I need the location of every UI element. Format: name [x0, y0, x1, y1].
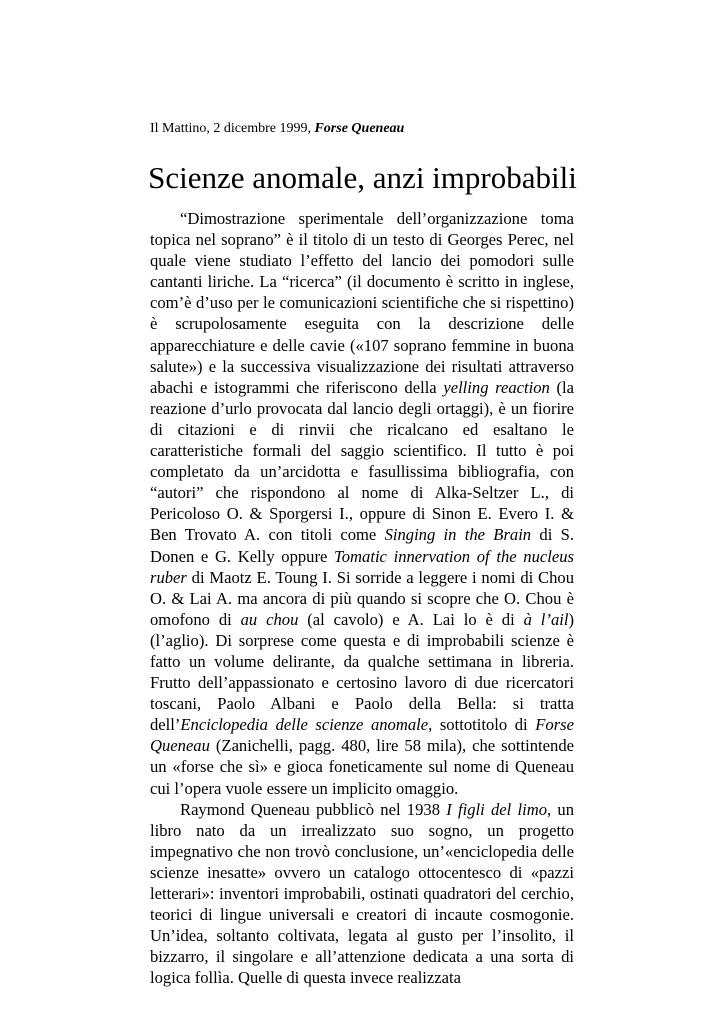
italic-text: au chou: [240, 609, 299, 629]
italic-text: I figli del limo: [446, 799, 548, 819]
text-run: (al cavolo) e A. Lai lo è di: [298, 609, 524, 629]
italic-text: yelling reaction: [443, 377, 550, 397]
text-run: ) (l’aglio). Di sorprese come questa e di improbabili scienze è fatto un volume delirante, da qualche settimana in libreria. Frutto dell’appassionato e certosino lavoro di due ricercatori toscani, Paolo Albani e Paolo della Bella: si tratta dell’: [150, 609, 574, 735]
italic-text: Singing in the Brain: [384, 525, 532, 545]
text-run: di Maotz E. Toung I. Si sorride a leggere i nomi di Chou O. & Lai A. ma ancora di più quando si scopre che O. Chou è omofono di: [150, 567, 574, 629]
text-run: (Zanichelli, pagg. 480, lire 58 mila), che sottintende un «forse che sì» e gioca foneticamente sul nome di Queneau cui l’opera vuole essere un implicito omaggio.: [150, 736, 574, 798]
italic-text: Forse Queneau: [150, 715, 574, 756]
text-run: , sottotitolo di: [428, 715, 536, 735]
article-title: Scienze anomale, anzi improbabili: [148, 160, 577, 195]
book-title: Forse Queneau: [314, 121, 405, 136]
italic-text: Enciclopedia delle scienze anomale: [180, 715, 429, 735]
paragraph: [150, 799, 574, 989]
italic-text: Tomatic innervation of the nucleus ruber: [150, 546, 574, 587]
source-line: [150, 121, 404, 137]
article-body: [150, 208, 574, 988]
text-run: Raymond Queneau pubblicò nel 1938: [180, 799, 447, 819]
source-text: Il Mattino, 2 dicembre 1999,: [150, 121, 311, 136]
text-run: (la reazione d’urlo provocata dal lancio degli ortaggi), è un fiorire di citazioni e di rinvii che ricalcano ed esaltano le caratteristiche formali del saggio scientifico. Il tutto è poi completato da un’arcidotta e fasullissima bibliografia, con “autori” che rispondono al nome di Alka-Seltzer L., di Pericoloso O. & Sporgersi I., oppure di Sinon E. Evero I. & Ben Trovato A. con titoli come: [150, 377, 574, 545]
paragraph: [150, 208, 574, 799]
italic-text: à l’ail: [523, 609, 569, 629]
text-run: “Dimostrazione sperimentale dell’organizzazione toma topica nel soprano” è il titolo di un testo di Georges Perec, nel quale viene studiato l’effetto del lancio dei pomodori sulle cantanti liriche. La “ricerca” (il documento è scritto in inglese, com’è d’uso per le comunicazioni scientifiche che si rispettino) è scrupolosamente eseguita con la descrizione delle apparecchiature e delle cavie («107 soprano femmine in buona salute») e la successiva visualizzazione dei risultati attraverso abachi e istogrammi che riferiscono della: [150, 209, 574, 397]
text-run: di S. Donen e G. Kelly oppure: [150, 525, 574, 566]
text-run: , un libro nato da un irrealizzato suo sogno, un progetto impegnativo che non trovò conclusione, un’«enciclopedia delle scienze inesatte» ovvero un catalogo ottocentesco di «pazzi letterari»: inventori improbabili, ostinati quadratori del cerchio, teorici di lingue universali e creatori di incaute cosmogonie. Un’idea, soltanto coltivata, legata al gusto per l’insolito, il bizzarro, il singolare e all’attenzione dedicata a una sorta di logica follìa. Quelle di questa invece realizzata: [150, 799, 574, 988]
